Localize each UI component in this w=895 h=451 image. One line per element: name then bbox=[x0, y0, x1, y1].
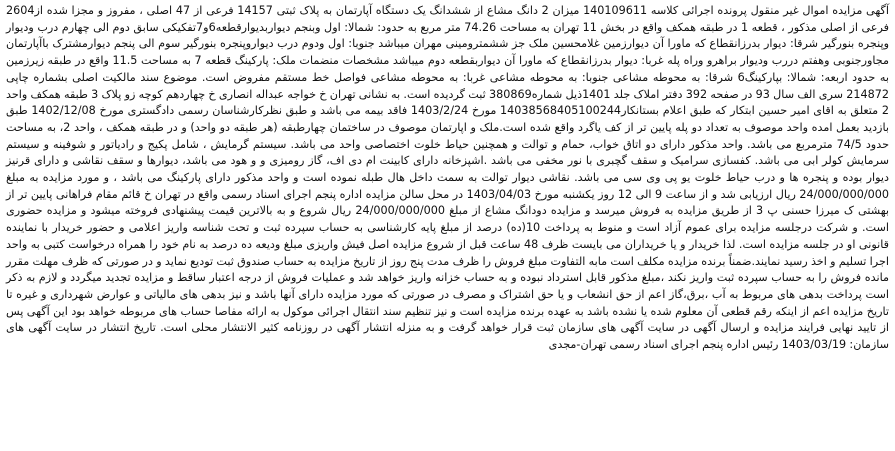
auction-notice-text: آگهی مزایده اموال غیر منقول پرونده اجرائی کلاسه 140109611 میزان 2 دانگ مشاع از ششدانگ یک دستگاه آپارتمان به پلاک ثبتی 14157 فرعی از 47 اصلی ، مفروز و مجزا شده از2604 فرعی از اصلی مذکور ، قطعه 1 در طبقه همکف واقع در بخش 11 تهران به مساحت 74.26 متر مربع به حدود: شمالا: اول وبنجم دیواربدیوارقطعه6و7تفکیکی سابق دوم الی چهارم درب ودیوار وپنجره بنورگیر شرقا: دیوار بدرزانقطاع که ماورا آن دیوارزمین غلامحسین ملک جز ششمترومینی مهران میباشد جنوبا: اول ودوم درب دیواروپنجره بنورگیر سوم الی پنجم دیوارمشترک باآپارتمان مجاورجنوبی وهفتم دررب ودیوار براهرو وراه پله غربا: دیوار بدرزانقطاع که ماورا آن دیواربقطعه دوم میباشد مشخصات منضمات ملک: پارکینگ قطعه 7 به مساحت 11.5 واقع در طبقه زیرزمین به حدود اربعه: شمالا: بپارکینگ6 شرقا: به محوطه مشاعی جنوبا: به محوطه مشاعی غربا: به محوطه مشاعی فواصل خط مستقم مفروض است. موضوع سند مالکیت اصلی بشماره چاپی 214872 سری الف سال 93 در صفحه 392 دفتر املاک جلد 1401ذیل شماره380869 ثبت گردیده است. به نشانی تهران خ خواجه عبداله انصاری خ چهاردهم کوچه زو پلاک 3 طبقه همکف واحد 2 متعلق به اقای امیر حسین ابتکار که طبق اعلام بستانکار14038568405100244 مورخ 1403/2/24 فاقد بیمه می باشد و طبق نظرکارشناسان رسمی دادگستری مورخ 1402/12/08 طبق بازدید بعمل امده واحد موصوف به تعداد دو پله پایین تر از کف یاگرد واقع شده است.ملک و اپارتمان موصوف در ساختمان چهارطبقه (هر طبقه دو واحد) و در طبقه همکف ، واحد 2، به مساحت حدود 74/5 مترمربع می باشد. واحد مذکور دارای دو اتاق خواب، حمام و توالت و همچنین حیاط خلوت اختصاصی واحد می باشد. سیستم گرمایش ، شامل پکیج و رادیاتور و شوفینه و سیستم سرمایش کولر ابی می باشد. کفسازی سرامیک و سقف گچبری با نور مخفی می باشد .اشپزخانه دارای کابینت ام دی اف، گاز رومیزی و و هود می باشد، دیوارها و سقف نقاشی و دارای قرنیز دیوار بوده و پنجره ها و درب حیاط خلوت یو پی وی سی می باشد. نقاشی دیوار توالت به سمت داخل هال طبله نموده است و واحد مذکور دارای پارکینگ می باشد ، و مورد مزایده به مبلغ 24/000/000/000 ریال ارزیابی شد و از ساعت 9 الی 12 روز یکشنبه مورخ 1403/04/03 در محل سالن مزایده اداره پنجم اجرای اسناد رسمی واقع در تهران خ قائم مقام فراهانی پایین تر از بهشتی ک میرزا حسنی پ 3 از طریق مزایده به فروش میرسد و مزایده دودانگ مشاع از مبلغ 24/000/000/000 ریال شروع و به بالاترین قیمت پیشنهادی فروخته میشود و مزایده حضوری است. و شرکت درجلسه مزایده برای عموم آزاد است و منوط به پرداخت 10(ده) درصد از مبلغ پایه کارشناسی به حساب سپرده ثبت و تحت شناسه واریز اعلامی و حضور خریدار با نماینده قانونی او در جلسه مزایده است. لذا خریدار و یا خریداران می بایست ظرف 48 ساعت قبل از شروع مزایده اصل فیش واریزی مبلغ ودیعه ده درصد به نام خود را همراه درخواست کتبی به واحد اجرا تسلیم و اخذ رسید نمایند.ضمناً برنده مزایده مکلف است مابه التفاوت مبلغ فروش را ظرف مدت پنج روز از تاریخ مزایده به حساب صندوق ثبت تودیع نماید و در صورتی که ظرف مهلت مقرر مانده فروش را به حساب سپرده ثبت واریز نکند ،مبلغ مذکور قابل استرداد نبوده و به حساب خزانه واریز خواهد شد و عملیات فروش از درجه اعتبار ساقط و مزایده تجدید میگردد و لازم به ذکر است پرداخت بدهی های مربوط به آب ،برق،گاز اعم از حق انشعاب و یا حق اشتراک و مصرف در صورتی که مورد مزایده دارای آنها باشد و نیز بدهی های مالیاتی و عوارض شهرداری و غیره تا تاریخ مزایده اعم از اینکه رقم قطعی آن معلوم شده یا نشده باشد به عهده برنده مزایده است و نیز تنظیم سند انتقال اجرائی موکول به ارائه مفاصا حساب های مربوطه خواهد بود این آگهی پس از تایید نهایی فرایند مزایده و ارسال آگهی در سایت آگهی های سازمان ثبت قرار خواهد گرفت و به منزله انتشار آگهی در روزنامه کثیر الانتشار محلی است. تاریخ انتشار در سایت آگهی های سازمان: 1403/03/19 رئیس اداره پنجم اجرای اسناد رسمی تهران-مجدی bbox=[6, 4, 890, 352]
